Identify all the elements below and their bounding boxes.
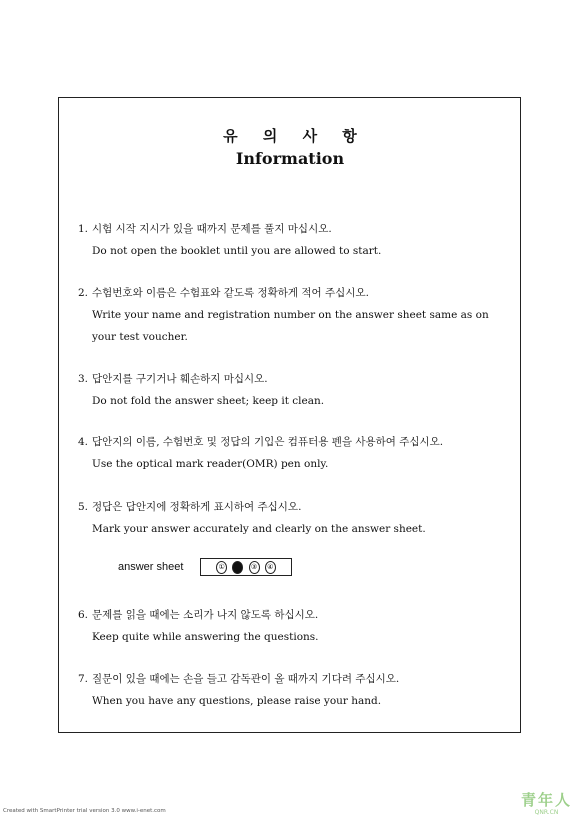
item-korean-text: 정답은 답안지에 정확하게 표시하여 주십시오. (92, 501, 302, 513)
item-english-text: Mark your answer accurately and clearly on the answer sheet. (92, 523, 426, 535)
answer-bubble-3: ③ (249, 561, 260, 574)
instruction-item-2 (78, 282, 508, 348)
answer-bubble-4: ④ (265, 561, 276, 574)
item-number: 7. (78, 673, 89, 685)
instruction-item-6 (78, 604, 508, 648)
answer-sheet-label: answer sheet (118, 561, 184, 573)
item-english-text: Do not open the booklet until you are allowed to start. (92, 245, 382, 257)
item-korean-text: 문제를 읽을 때에는 소리가 나지 않도록 하십시오. (92, 609, 319, 621)
item-number: 3. (78, 373, 89, 385)
instruction-item-1 (78, 218, 508, 262)
item-korean-text: 답안지를 구기거나 훼손하지 마십시오. (92, 373, 268, 385)
item-english-text: Use the optical mark reader(OMR) pen only. (92, 458, 329, 470)
answer-sheet-example (118, 556, 292, 578)
item-korean-text: 질문이 있을 때에는 손을 들고 감독관이 올 때까지 기다려 주십시오. (92, 673, 400, 685)
answer-bubble-1: ① (216, 561, 227, 574)
item-number: 5. (78, 501, 89, 513)
answer-bubble-box (200, 558, 292, 576)
instruction-item-5 (78, 496, 508, 540)
watermark-url: QNR.CN (534, 809, 559, 816)
instruction-item-7 (78, 668, 508, 712)
instruction-item-4 (78, 431, 508, 475)
item-number: 6. (78, 609, 89, 621)
watermark-chinese: 青年人 (520, 791, 572, 809)
item-korean-text: 수험번호와 이름은 수험표와 같도록 정확하게 적어 주십시오. (92, 287, 369, 299)
title-korean: 유 의 사 항 (223, 127, 367, 145)
item-english-text: Write your name and registration number on the answer sheet same as on your test voucher. (92, 309, 489, 343)
title-english: Information (235, 149, 345, 168)
answer-bubble-2-filled: ● (232, 561, 243, 574)
item-number: 4. (78, 436, 89, 448)
item-number: 2. (78, 287, 89, 299)
item-english-text: Do not fold the answer sheet; keep it clean. (92, 395, 325, 407)
instruction-item-3 (78, 368, 508, 412)
item-korean-text: 답안지의 이름, 수험번호 및 정답의 기입은 컴퓨터용 펜을 사용하여 주십시오. (92, 436, 444, 448)
item-number: 1. (78, 223, 89, 235)
watermark-logo (521, 792, 572, 816)
item-english-text: Keep quite while answering the questions. (92, 631, 319, 643)
footer-credit: Created with SmartPrinter trial version 3.0 www.i-enet.com (3, 808, 166, 814)
item-english-text: When you have any questions, please raise your hand. (92, 695, 382, 707)
item-korean-text: 시험 시작 지시가 있을 때까지 문제를 풀지 마십시오. (92, 223, 332, 235)
